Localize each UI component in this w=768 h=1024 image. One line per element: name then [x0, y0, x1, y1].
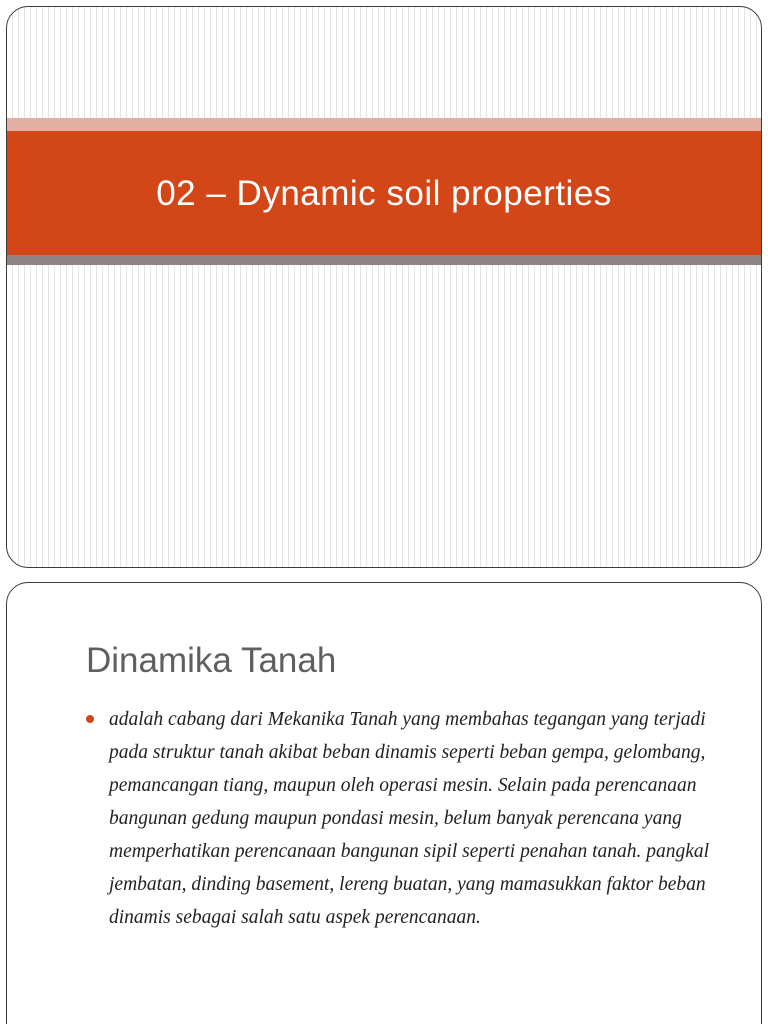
content-slide [6, 582, 762, 1024]
bullet-text: adalah cabang dari Mekanika Tanah yang membahas tegangan yang terjadi pada struktur tanah akibat beban dinamis seperti beban gempa, gelombang, pemancangan tiang, maupun oleh operasi mesin. Selain pada perencanaan bangunan gedung maupun pondasi mesin, belum banyak perencana yang memperhatikan perencanaan bangunan sipil seperti penahan tanah. pangkal jembatan, dinding basement, lereng buatan, yang mamasukkan faktor beban dinamis sebagai salah satu aspek perencanaan. [109, 709, 710, 928]
title-slide [6, 6, 762, 568]
title-band-top-stripe [7, 118, 761, 131]
bullet-item [86, 703, 726, 934]
slide-heading: Dinamika Tanah [86, 641, 337, 680]
bullet-dot-icon [86, 715, 94, 723]
title-band [7, 131, 761, 255]
title-band-bottom-stripe [7, 255, 761, 265]
slide-title: 02 – Dynamic soil properties [156, 174, 612, 213]
